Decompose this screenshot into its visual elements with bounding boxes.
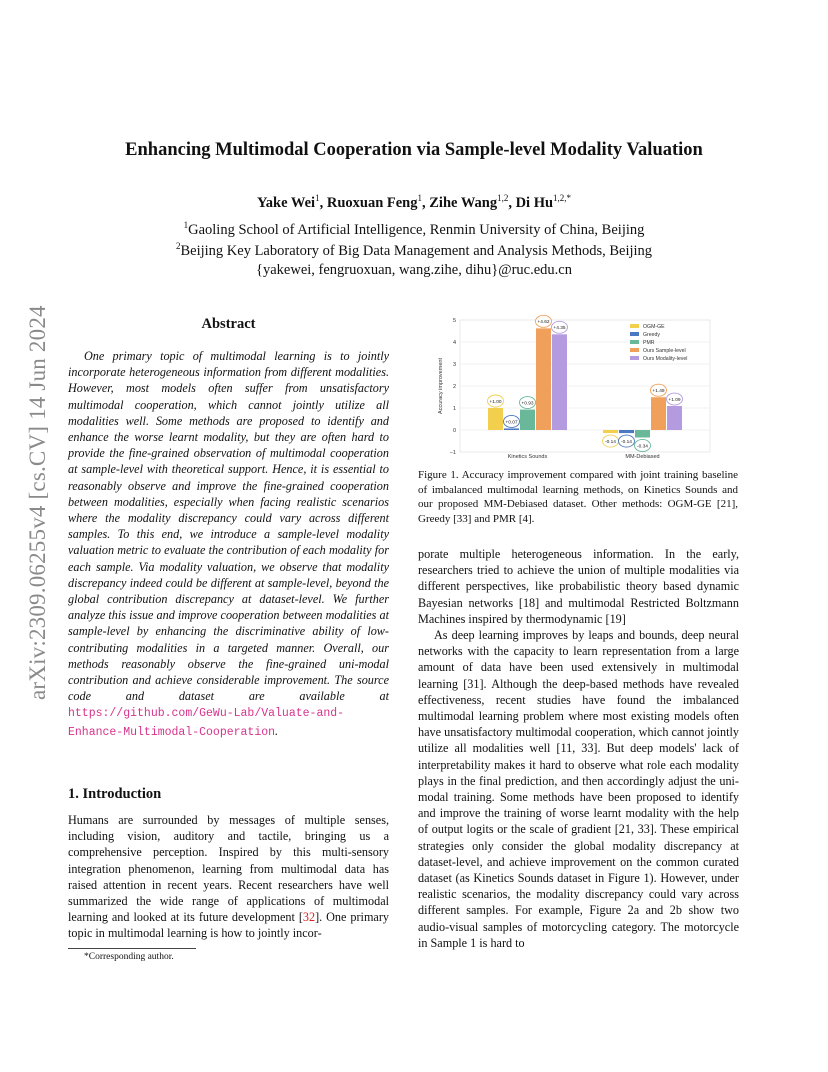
bar bbox=[635, 430, 650, 437]
y-tick-label: −1 bbox=[449, 450, 456, 456]
x-tick-label: Kinetics Sounds bbox=[507, 454, 548, 460]
author-sup: 1,2,* bbox=[553, 193, 572, 203]
affiliation-sup: 1 bbox=[183, 220, 189, 230]
legend-label: Ours Sample-level bbox=[643, 348, 686, 354]
intro-heading: 1. Introduction bbox=[68, 786, 162, 802]
bar bbox=[667, 406, 682, 430]
arxiv-identifier: arXiv:2309.06255v4 [cs.CV] 14 Jun 2024 bbox=[25, 305, 50, 700]
bar bbox=[536, 328, 551, 430]
author-name: Di Hu bbox=[515, 194, 554, 211]
legend-swatch bbox=[630, 324, 639, 328]
author-name: Zihe Wang bbox=[429, 194, 498, 211]
abstract-body bbox=[68, 348, 389, 741]
paragraph: As deep learning improves by leaps and bounds, deep neural networks with the capacity to learn representation from a large amount of data have been used extensively in multimodal learning [31]. Although the deep-based methods have revealed effectiveness, recent studies have found the imbalanced multimodal learning problem where most existing models often have unsatisfactory multimodal cooperation, which cannot jointly utilize all modalities well [11, 33]. But deep models' lack of interpretability makes it hard to observe what role each modality plays in the final prediction, and then accordingly adjust the uni-modal training. Some methods have been proposed to identify and improve the training of worse learnt modality with the help of output logits or the scale of gradient [21, 33]. These empirical strategies only consider the global modality discrepancy at dataset-level, and achieve improvement on the common curated dataset (as Kinetics Sounds dataset in Figure 1). However, under realistic scenarios, the modality discrepancy could vary across different samples. For example, Figure 2a and 2b show two audio-visual samples of motorcycling category. The motorcycle in Sample 1 is hard to bbox=[418, 628, 739, 950]
figure-caption: Figure 1. Accuracy improvement compared with joint training baseline of imbalanced multimodal learning methods, on Kinetics Sounds and our proposed MM-Debiased dataset. Other methods: OGM-GE [21], Greedy [33] and PMR [4]. bbox=[418, 469, 738, 525]
legend-swatch bbox=[630, 348, 639, 352]
accuracy-bar-chart bbox=[418, 312, 740, 462]
data-label: -0.14 bbox=[621, 439, 632, 445]
intro-text: Humans are surrounded by messages of multiple senses, including vision, auditory and tactile, bringing us a comprehensive perception. Inspired by this multi-sensory integration phenomenon, learning from multimodal data has raised attention in recent years. Recent researchers have well summarized the wide range of applications of multimodal learning and looked at its future development [ bbox=[68, 813, 389, 925]
y-tick-label: 3 bbox=[452, 362, 456, 368]
y-tick-label: 5 bbox=[452, 318, 456, 324]
abstract-heading: Abstract bbox=[201, 316, 256, 332]
citation-link[interactable]: 32 bbox=[302, 910, 316, 925]
legend-swatch bbox=[630, 332, 639, 336]
legend-label: OGM-GE bbox=[643, 324, 665, 330]
legend-swatch bbox=[630, 340, 639, 344]
legend-label: Ours Modality-level bbox=[643, 356, 688, 362]
footnote-rule bbox=[68, 948, 196, 949]
bar bbox=[552, 334, 567, 430]
y-tick-label: 2 bbox=[452, 384, 456, 390]
y-tick-label: 1 bbox=[452, 406, 456, 412]
y-axis-title: Accuracy improvement bbox=[438, 358, 444, 414]
author-sup: 1 bbox=[417, 193, 422, 203]
affiliation-sup: 2 bbox=[175, 241, 181, 251]
author-sup: 1,2 bbox=[497, 193, 509, 203]
source-code-link[interactable]: https://github.com/GeWu-Lab/Valuate-and-Enhance-Multimodal-Cooperation bbox=[68, 707, 345, 739]
data-label: +0.07 bbox=[505, 420, 518, 426]
footnote: *Corresponding author. bbox=[84, 952, 174, 962]
abstract-text: One primary topic of multimodal learning is to jointly incorporate heterogeneous information from different modalities. However, most models often suffer from unsatisfactory multimodal cooperation, which cannot jointly utilize all modalities well. Some methods are proposed to identify and enhance the worse learnt modality, but they are often hard to provide the fine-grained observation of multimodal cooperation at sample-level with theoretical support. Hence, it is essential to reasonably observe and improve the fine-grained cooperation between modalities, especially when facing realistic scenarios where the modality discrepancy could vary across different samples. To this end, we introduce a sample-level modality valuation metric to evaluate the contribution of each modality for each sample. Via modality valuation, we observe that modality discrepancy indeed could be different at sample-level, beyond the global contribution discrepancy at dataset-level. We further analyze this issue and improve cooperation between modalities at sample-level by enhancing the discriminative ability of low-contributing modalities in a targeted manner. Overall, our methods reasonably observe the fine-grained uni-modal contribution and achieve considerable improvement. The source code and dataset are available at bbox=[68, 349, 389, 704]
legend-label: Greedy bbox=[643, 332, 661, 338]
bar bbox=[504, 428, 519, 430]
affiliation-2 bbox=[0, 241, 828, 260]
author-sup: 1 bbox=[315, 193, 320, 203]
right-column-body bbox=[418, 546, 739, 951]
author-name: Ruoxuan Feng bbox=[326, 194, 418, 211]
data-label: -0.14 bbox=[605, 439, 616, 445]
data-label: +0.93 bbox=[521, 401, 534, 407]
bar bbox=[651, 397, 666, 430]
abstract-end: . bbox=[275, 723, 279, 738]
author-list: Yake Wei$^1$, Ruoxuan Feng$^1$, Zihe Wang$^{1,2}$, Di $Hu^{1,2,*}$ bbox=[256, 193, 572, 211]
paragraph: porate multiple heterogeneous information. In the early, researchers tried to achieve the union of multiple modalities via different perspectives, like probabilistic theory based dynamic Bayesian networks [18] and multimodal Restricted Boltzmann Machines inspired by thermodynamic [19] bbox=[418, 547, 739, 626]
y-tick-label: 0 bbox=[452, 428, 456, 434]
x-tick-label: MM-Debiased bbox=[625, 454, 660, 460]
data-label: +1.00 bbox=[489, 399, 502, 405]
data-label: +1.09 bbox=[668, 397, 681, 403]
email-line: {yakewei, fengruoxuan, wang.zihe, dihu}@ruc.edu.cn bbox=[256, 262, 572, 278]
data-label: -0.34 bbox=[637, 444, 648, 450]
bar bbox=[488, 408, 503, 430]
bar bbox=[520, 410, 535, 430]
intro-body bbox=[68, 812, 389, 942]
affiliation-1 bbox=[0, 220, 828, 239]
affiliation-text: Gaoling School of Artificial Intelligence, Renmin University of China, Beijing bbox=[188, 221, 645, 238]
author-name: Yake Wei bbox=[256, 194, 316, 211]
paper-title: Enhancing Multimodal Cooperation via Sample-level Modality Valuation bbox=[125, 140, 703, 160]
intro-text-end: ]. One primary topic in multimodal learning is how to jointly incor- bbox=[68, 910, 389, 941]
data-label: +4.35 bbox=[553, 326, 566, 332]
legend-label: PMR bbox=[643, 340, 655, 346]
data-label: +1.49 bbox=[652, 389, 665, 395]
y-tick-label: 4 bbox=[452, 340, 456, 346]
bar bbox=[603, 430, 618, 433]
legend-swatch bbox=[630, 356, 639, 360]
bar bbox=[619, 430, 634, 433]
data-label: +4.62 bbox=[537, 320, 550, 326]
affiliation-text: Beijing Key Laboratory of Big Data Management and Analysis Methods, Beijing bbox=[180, 242, 653, 259]
